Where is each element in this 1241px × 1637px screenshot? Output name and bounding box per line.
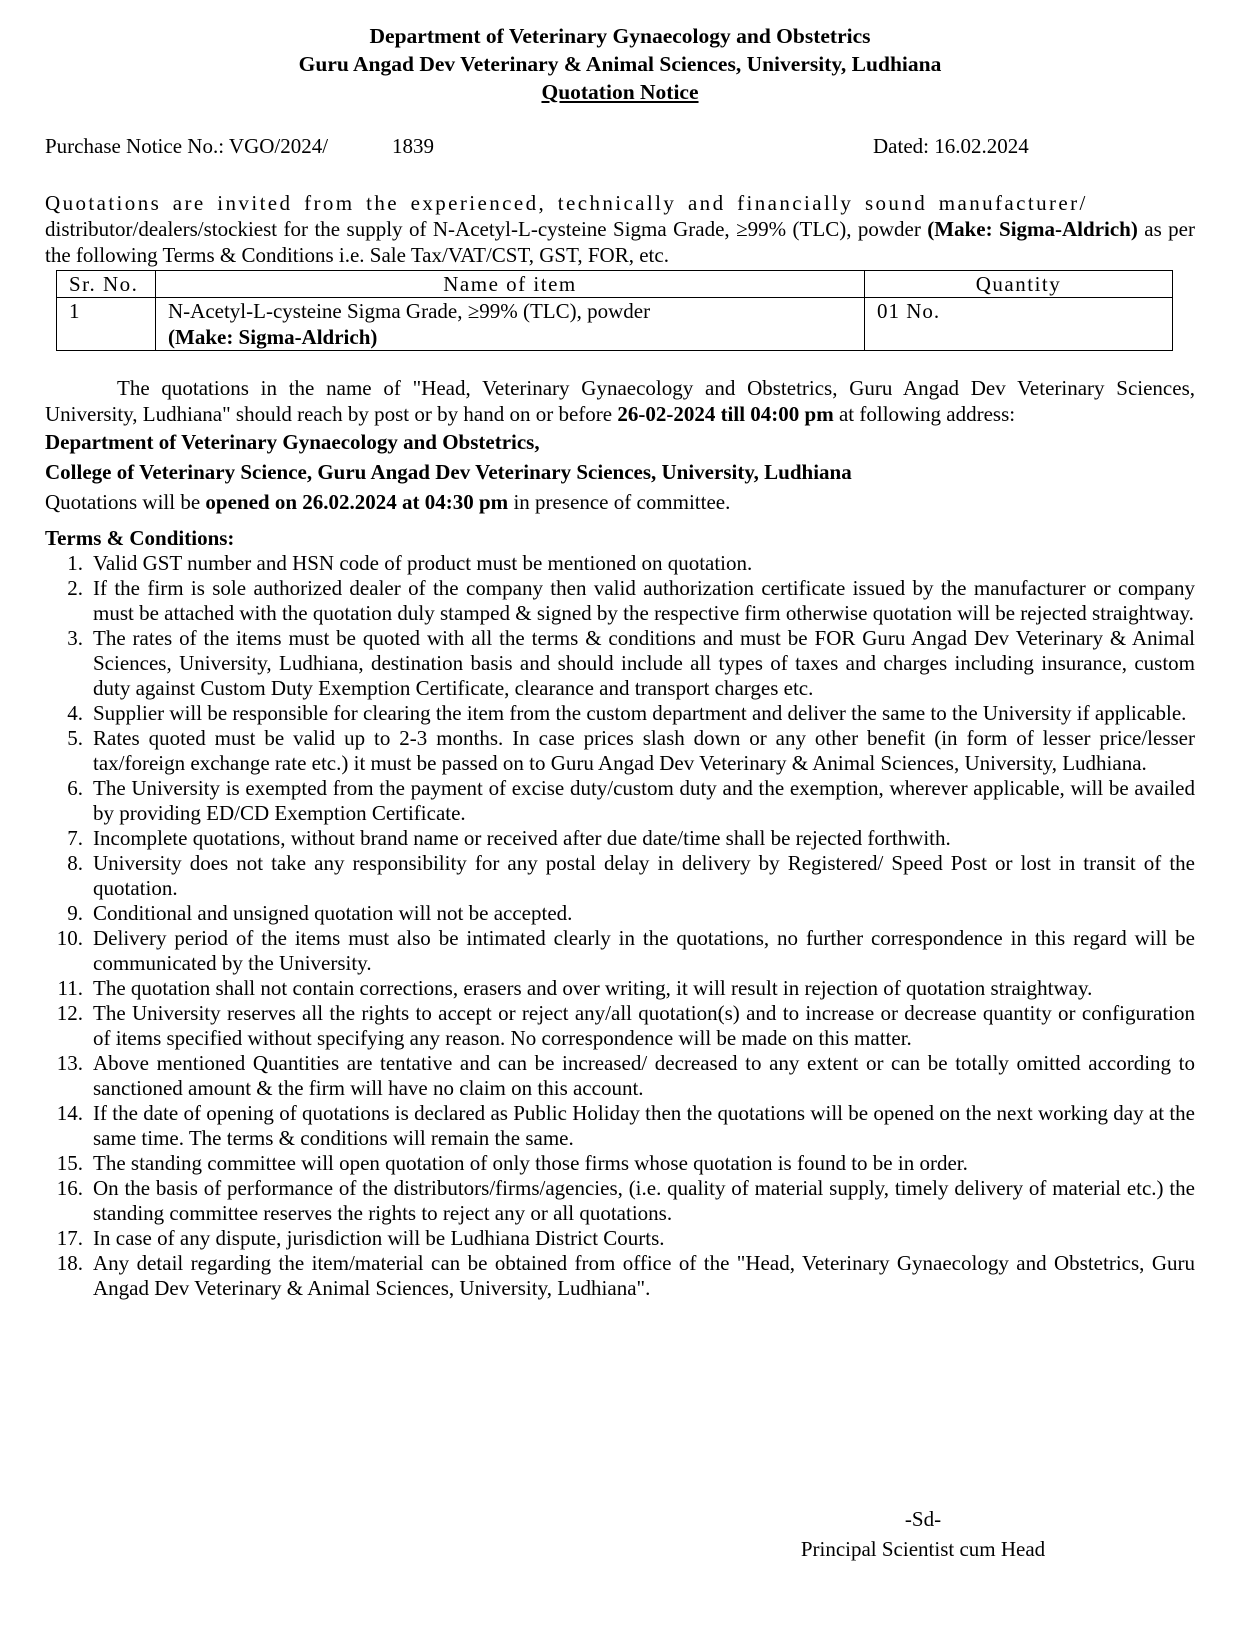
- purchase-notice-label: Purchase Notice No.: VGO/2024/: [45, 134, 329, 158]
- term-number: 9.: [67, 901, 83, 925]
- term-text: Any detail regarding the item/material can be obtained from office of the "Head, Veterinary Gynaecology and Obstetrics, Guru Angad Dev Veterinary & Animal Sciences, University, Ludhiana".: [93, 1251, 1195, 1300]
- list-item: [45, 1151, 1195, 1176]
- opening-text-end: in presence of committee.: [508, 490, 731, 514]
- list-item: [45, 726, 1195, 776]
- list-item: [45, 1051, 1195, 1101]
- items-table: [56, 270, 1173, 351]
- term-text: The standing committee will open quotation of only those firms whose quotation is found to be in order.: [93, 1151, 968, 1175]
- term-text: If the firm is sole authorized dealer of the company then valid authorization certificate issued by the manufacturer or company must be attached with the quotation duly stamped & signed by the respective firm otherwise quotation will be rejected straightway.: [93, 576, 1195, 625]
- intro-text: distributor/dealers/stockiest for the supply of N-Acetyl-L-cysteine Sigma Grade, ≥99% (TLC), powder: [45, 217, 928, 241]
- term-text: The quotation shall not contain corrections, erasers and over writing, it will result in rejection of quotation straightway.: [93, 976, 1093, 1000]
- term-text: On the basis of performance of the distributors/firms/agencies, (i.e. quality of material supply, timely delivery of material etc.) the standing committee reserves the rights to reject any or all quotations.: [93, 1176, 1195, 1225]
- list-item: [45, 576, 1195, 626]
- terms-title: Terms & Conditions:: [45, 526, 235, 550]
- list-item: [45, 826, 1195, 851]
- term-number: 13.: [56, 1051, 83, 1075]
- term-number: 17.: [56, 1226, 83, 1250]
- intro-line-2: [45, 216, 1195, 268]
- term-number: 18.: [56, 1251, 83, 1275]
- term-number: 8.: [67, 851, 83, 875]
- term-text: Delivery period of the items must also be intimated clearly in the quotations, no further correspondence in this regard will be communicated by the University.: [93, 926, 1195, 975]
- term-number: 11.: [57, 976, 83, 1000]
- list-item: [45, 701, 1195, 726]
- term-number: 14.: [56, 1101, 83, 1125]
- notice-date: Dated: 16.02.2024: [873, 134, 1029, 158]
- term-text: Rates quoted must be valid up to 2-3 months. In case prices slash down or any other benefit (in form of lesser price/lesser tax/foreign exchange rate etc.) it must be passed on to Guru Angad Dev Veterinary & Animal Sciences, University, Ludhiana.: [93, 726, 1195, 775]
- col-header-name: Name of item: [156, 271, 865, 298]
- term-text: Supplier will be responsible for clearing the item from the custom department and deliver the same to the University if applicable.: [93, 701, 1187, 725]
- department-heading: Department of Veterinary Gynaecology and Obstetrics: [369, 24, 871, 48]
- cell-sr: 1: [57, 298, 156, 351]
- term-number: 12.: [56, 1001, 83, 1025]
- term-number: 5.: [67, 726, 83, 750]
- term-text: The rates of the items must be quoted with all the terms & conditions and must be FOR Guru Angad Dev Veterinary & Animal Sciences, University, Ludhiana, destination basis and should include all types of taxes and charges including insurance, custom duty against Custom Duty Exemption Certificate, clearance and transport charges etc.: [93, 626, 1195, 700]
- address-line-1: Department of Veterinary Gynaecology and Obstetrics,: [45, 430, 540, 454]
- intro-line-1: Quotations are invited from the experienced, technically and financially sound manufacturer/: [45, 191, 1088, 215]
- term-number: 16.: [56, 1176, 83, 1200]
- list-item: [45, 1101, 1195, 1151]
- opening-date: opened on 26.02.2024 at 04:30 pm: [205, 490, 509, 514]
- signature-block: [788, 1504, 1058, 1564]
- opening-text: Quotations will be: [45, 490, 206, 514]
- intro-paragraph: [45, 190, 1195, 268]
- col-header-sr: Sr. No.: [57, 271, 156, 298]
- term-number: 3.: [67, 626, 83, 650]
- table-header-row: [57, 271, 1173, 298]
- signatory-title: Principal Scientist cum Head: [800, 1537, 1046, 1561]
- term-text: In case of any dispute, jurisdiction will be Ludhiana District Courts.: [93, 1226, 665, 1250]
- notice-number-row: [45, 134, 1195, 164]
- term-number: 10.: [56, 926, 83, 950]
- term-text: Valid GST number and HSN code of product must be mentioned on quotation.: [93, 551, 753, 575]
- submission-paragraph: [45, 375, 1195, 427]
- purchase-notice-number: 1839: [392, 134, 434, 158]
- list-item: [45, 1001, 1195, 1051]
- term-text: Conditional and unsigned quotation will not be accepted.: [93, 901, 573, 925]
- col-header-quantity: Quantity: [865, 271, 1173, 298]
- list-item: [45, 901, 1195, 926]
- list-item: [45, 1176, 1195, 1226]
- university-heading: Guru Angad Dev Veterinary & Animal Sciences, University, Ludhiana: [298, 52, 942, 76]
- list-item: [45, 551, 1195, 576]
- table-row: [57, 298, 1173, 351]
- address-line-2: College of Veterinary Science, Guru Angad Dev Veterinary Sciences, University, Ludhiana: [45, 460, 852, 484]
- term-text: Incomplete quotations, without brand name or received after due date/time shall be rejected forthwith.: [93, 826, 951, 850]
- document-page: [45, 22, 1195, 1301]
- term-number: 6.: [67, 776, 83, 800]
- opening-line: [45, 487, 1195, 517]
- term-number: 15.: [56, 1151, 83, 1175]
- submission-text: The quotations in the name of "Head, Veterinary Gynaecology and Obstetrics, Guru Angad Dev Veterinary Sciences, University, Ludhiana" should reach by post or by hand on or before: [45, 376, 1195, 426]
- list-item: [45, 851, 1195, 901]
- submission-text-end: at following address:: [833, 402, 1016, 426]
- item-make: (Make: Sigma-Aldrich): [168, 325, 378, 349]
- term-text: Above mentioned Quantities are tentative and can be increased/ decreased to any extent or can be totally omitted according to sanctioned amount & the firm will have no claim on this account.: [93, 1051, 1195, 1100]
- list-item: [45, 926, 1195, 976]
- list-item: [45, 626, 1195, 701]
- term-number: 7.: [67, 826, 83, 850]
- intro-make: (Make: Sigma-Aldrich): [927, 217, 1138, 241]
- intro-text-end: as per the following Terms & Conditions i.e. Sale Tax/VAT/CST, GST, FOR, etc.: [45, 217, 1195, 267]
- list-item: [45, 1251, 1195, 1301]
- submission-deadline: 26-02-2024 till 04:00 pm: [617, 402, 834, 426]
- term-number: 2.: [67, 576, 83, 600]
- cell-item-name: [156, 298, 865, 351]
- term-text: The University is exempted from the payment of excise duty/custom duty and the exemption, wherever applicable, will be availed by providing ED/CD Exemption Certificate.: [93, 776, 1195, 825]
- list-item: [45, 1226, 1195, 1251]
- term-number: 1.: [67, 551, 83, 575]
- terms-list: [45, 551, 1195, 1301]
- list-item: [45, 976, 1195, 1001]
- term-text: If the date of opening of quotations is declared as Public Holiday then the quotations will be opened on the next working day at the same time. The terms & conditions will remain the same.: [93, 1101, 1195, 1150]
- item-name: N-Acetyl-L-cysteine Sigma Grade, ≥99% (TLC), powder: [168, 299, 651, 323]
- term-number: 4.: [67, 701, 83, 725]
- term-text: The University reserves all the rights to accept or reject any/all quotation(s) and to increase or decrease quantity or configuration of items specified without specifying any reason. No correspondence will be made on this matter.: [93, 1001, 1195, 1050]
- cell-quantity: 01 No.: [865, 298, 1173, 351]
- notice-title: Quotation Notice: [541, 80, 699, 104]
- signature-sd: -Sd-: [904, 1507, 942, 1531]
- list-item: [45, 776, 1195, 826]
- term-text: University does not take any responsibility for any postal delay in delivery by Registered/ Speed Post or lost in transit of the quotation.: [93, 851, 1195, 900]
